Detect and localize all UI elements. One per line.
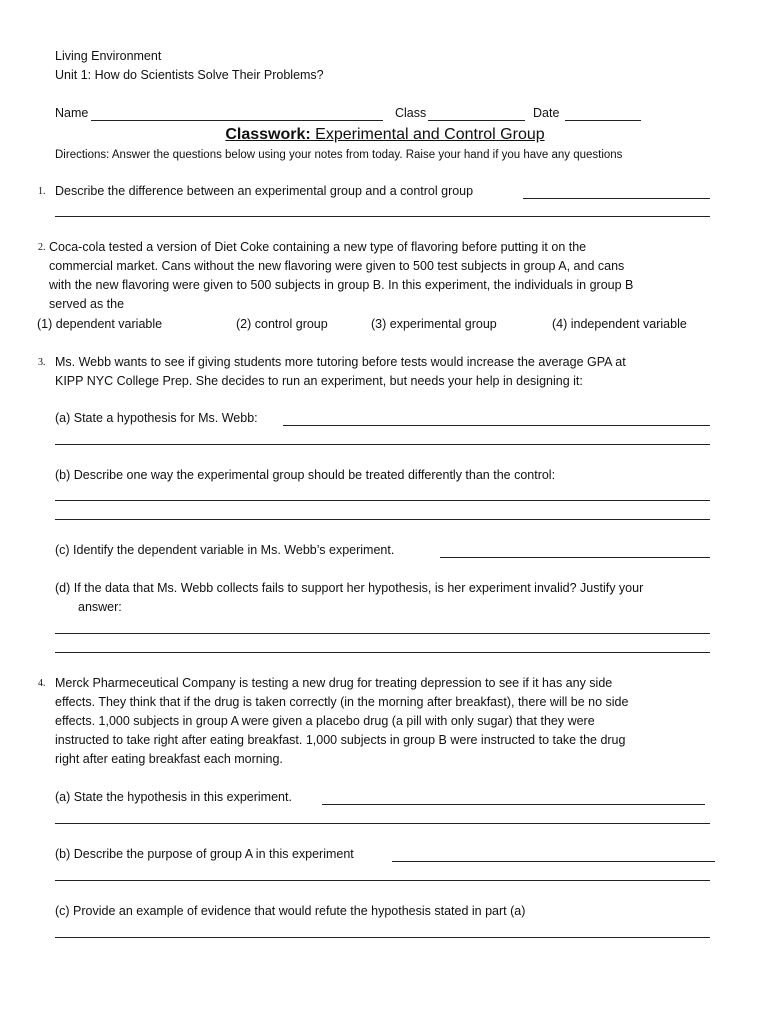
- class-label: Class: [395, 106, 427, 120]
- q3d-answer-line[interactable]: [55, 633, 710, 634]
- q4-line: effects. 1,000 subjects in group A were given a placebo drug (a pill with only sugar) that they were: [55, 714, 595, 728]
- q3d-answer-line[interactable]: [55, 652, 710, 653]
- q3c-prompt: (c) Identify the dependent variable in Ms. Webb’s experiment.: [55, 543, 395, 557]
- q4c-answer-line[interactable]: [55, 937, 710, 938]
- q4b-answer-line[interactable]: [392, 861, 715, 862]
- unit-title: Unit 1: How do Scientists Solve Their Problems?: [55, 68, 324, 82]
- q2-line: commercial market. Cans without the new flavoring were given to 500 test subjects in group A, and cans: [49, 259, 625, 273]
- q2-choice-4[interactable]: (4) independent variable: [552, 317, 687, 331]
- q4-number: 4.: [38, 678, 46, 689]
- q3b-answer-line[interactable]: [55, 500, 710, 501]
- q4-line: Merck Pharmeceutical Company is testing a new drug for treating depression to see if it has any side: [55, 676, 613, 690]
- q2-choice-3[interactable]: (3) experimental group: [371, 317, 497, 331]
- page-title: [0, 125, 770, 145]
- q2-line: with the new flavoring were given to 500 subjects in group B. In this experiment, the individuals in group B: [49, 278, 634, 292]
- q3-number: 3.: [38, 357, 46, 368]
- q1-number: 1.: [38, 186, 46, 197]
- title-bold: Classwork:: [225, 126, 311, 143]
- course-name: Living Environment: [55, 49, 162, 63]
- q3-line: KIPP NYC College Prep. She decides to run an experiment, but needs your help in designing it:: [55, 374, 583, 388]
- q1-answer-line[interactable]: [55, 216, 710, 217]
- name-field[interactable]: [91, 120, 383, 121]
- q3b-prompt: (b) Describe one way the experimental group should be treated differently than the control:: [55, 468, 556, 482]
- q4-line: right after eating breakfast each morning.: [55, 752, 283, 766]
- q4-line: effects. They think that if the drug is taken correctly (in the morning after breakfast), there will be no side: [55, 695, 629, 709]
- q4c-prompt: (c) Provide an example of evidence that would refute the hypothesis stated in part (a): [55, 904, 526, 918]
- q4a-prompt: (a) State the hypothesis in this experiment.: [55, 790, 292, 804]
- q3a-answer-line[interactable]: [55, 444, 710, 445]
- q4-line: instructed to take right after eating breakfast. 1,000 subjects in group B were instructed to take the drug: [55, 733, 626, 747]
- q4a-answer-line[interactable]: [322, 804, 705, 805]
- title-rest: Experimental and Control Group: [310, 126, 545, 143]
- q3d-prompt: answer:: [78, 600, 122, 614]
- directions: Directions: Answer the questions below using your notes from today. Raise your hand if you have any questions: [55, 149, 623, 161]
- q2-line: served as the: [49, 297, 125, 311]
- q2-choice-2[interactable]: (2) control group: [236, 317, 328, 331]
- q3b-answer-line[interactable]: [55, 519, 710, 520]
- q4a-answer-line[interactable]: [55, 823, 710, 824]
- q3c-answer-line[interactable]: [440, 557, 710, 558]
- q3a-prompt: (a) State a hypothesis for Ms. Webb:: [55, 411, 258, 425]
- q4b-prompt: (b) Describe the purpose of group A in this experiment: [55, 847, 354, 861]
- date-field[interactable]: [565, 120, 641, 121]
- q3-line: Ms. Webb wants to see if giving students more tutoring before tests would increase the average GPA at: [55, 355, 626, 369]
- name-label: Name: [55, 106, 89, 120]
- q3a-answer-line[interactable]: [283, 425, 710, 426]
- class-field[interactable]: [428, 120, 525, 121]
- q2-line: Coca-cola tested a version of Diet Coke containing a new type of flavoring before putting it on the: [49, 240, 587, 254]
- q1-answer-line[interactable]: [523, 198, 710, 199]
- q3d-prompt: (d) If the data that Ms. Webb collects fails to support her hypothesis, is her experiment invalid? Justify your: [55, 581, 644, 595]
- q1-text: Describe the difference between an experimental group and a control group: [55, 184, 474, 198]
- q4b-answer-line[interactable]: [55, 880, 710, 881]
- date-label: Date: [533, 106, 560, 120]
- q2-number: 2.: [38, 242, 46, 253]
- q2-choice-1[interactable]: (1) dependent variable: [37, 317, 163, 331]
